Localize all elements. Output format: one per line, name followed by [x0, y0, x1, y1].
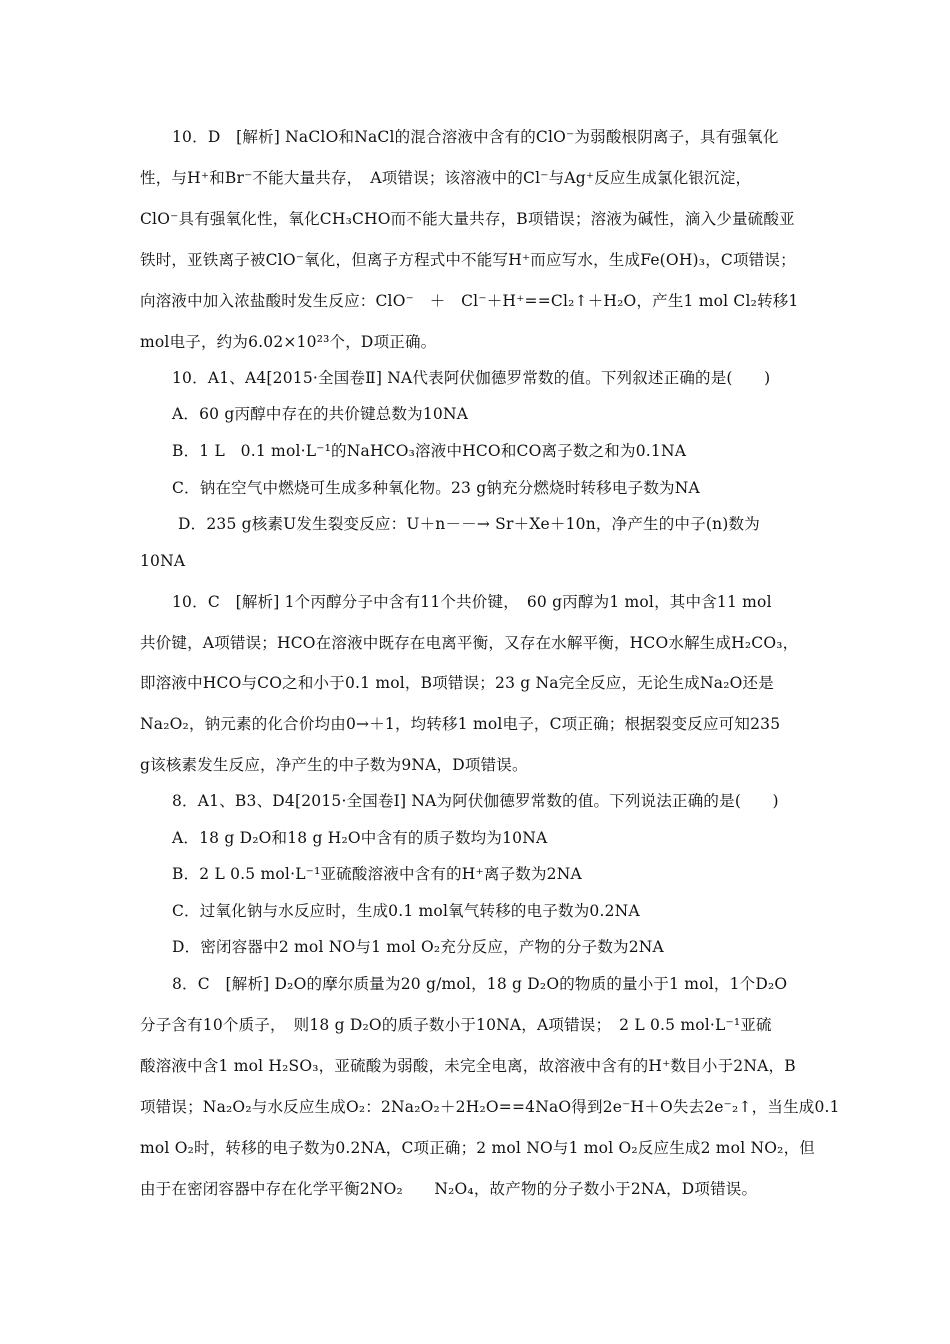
text-line: 8．C [解析] D₂O的摩尔质量为20 g/mol，18 g D₂O的物质的量小于1 mol，1个D₂O — [172, 975, 788, 993]
option-c: C．钠在空气中燃烧可生成多种氧化物。23 g钠充分燃烧时转移电子数为NA — [172, 479, 700, 497]
option-b: B．2 L 0.5 mol·L⁻¹亚硫酸溶液中含有的H⁺离子数为2NA — [172, 865, 582, 883]
option-a: A．18 g D₂O和18 g H₂O中含有的质子数均为10NA — [172, 829, 548, 847]
text-line: 铁时，亚铁离子被ClO⁻氧化，但离子方程式中不能写H⁺而应写水，生成Fe(OH)₃，C项错误； — [140, 251, 796, 269]
text-line: 性，与H⁺和Br⁻不能大量共存， A项错误；该溶液中的Cl⁻与Ag⁺反应生成氯化银沉淀， — [140, 169, 752, 187]
text-line: 向溶液中加入浓盐酸时发生反应：ClO⁻ ＋ Cl⁻＋H⁺==Cl₂↑＋H₂O，产生1 mol Cl₂转移1 — [140, 292, 799, 310]
text-line: mol O₂时，转移的电子数为0.2NA，C项正确；2 mol NO与1 mol O₂反应生成2 mol NO₂，但 — [140, 1139, 815, 1157]
text-line: 10．C [解析] 1个丙醇分子中含有11个共价键， 60 g丙醇为1 mol，其中含11 mol — [172, 593, 772, 611]
option-a: A．60 g丙醇中存在的共价键总数为10NA — [172, 405, 469, 423]
text-line: 由于在密闭容器中存在化学平衡2NO₂ N₂O₄，故产物的分子数小于2NA，D项错误。 — [140, 1180, 758, 1198]
text-line: 分子含有10个质子， 则18 g D₂O的质子数小于10NA，A项错误； 2 L 0.5 mol·L⁻¹亚硫 — [140, 1016, 772, 1034]
option-d: D．密闭容器中2 mol NO与1 mol O₂充分反应，产物的分子数为2NA — [172, 938, 664, 956]
text-line: 酸溶液中含1 mol H₂SO₃，亚硫酸为弱酸，未完全电离，故溶液中含有的H⁺数目小于2NA，B — [140, 1057, 796, 1075]
text-line: ClO⁻具有强氧化性，氧化CH₃CHO而不能大量共存，B项错误；溶液为碱性，滴入少量硫酸亚 — [140, 210, 795, 228]
text-line: g该核素发生反应，净产生的中子数为9NA，D项错误。 — [140, 756, 528, 774]
text-line: 即溶液中HCO与CO之和小于0.1 mol，B项错误；23 g Na完全反应，无论生成Na₂O还是 — [140, 674, 774, 692]
text-line: 项错误；Na₂O₂与水反应生成O₂：2Na₂O₂＋2H₂O==4NaO得到2e⁻H＋O失去2e⁻₂↑，当生成0.1 — [140, 1098, 840, 1116]
text-line: 共价键，A项错误；HCO在溶液中既存在电离平衡，又存在水解平衡，HCO水解生成H₂CO₃， — [140, 634, 799, 652]
option-d: D．235 g核素U发生裂变反应：U＋n－－→ Sr＋Xe＋10n，净产生的中子(n)数为 — [178, 515, 760, 533]
option-b: B．1 L 0.1 mol·L⁻¹的NaHCO₃溶液中HCO和CO离子数之和为0.1NA — [172, 442, 687, 460]
question-heading: 8．A1、B3、D4[2015·全国卷Ⅰ] NA为阿伏伽德罗常数的值。下列说法正确的是( ) — [172, 792, 779, 810]
text-line: mol电子，约为6.02×10²³个，D项正确。 — [140, 333, 437, 351]
question-heading: 10．A1、A4[2015·全国卷Ⅱ] NA代表阿伏伽德罗常数的值。下列叙述正确的是( ) — [172, 369, 771, 387]
text-line: 10NA — [140, 552, 186, 570]
option-c: C．过氧化钠与水反应时，生成0.1 mol氧气转移的电子数为0.2NA — [172, 902, 640, 920]
text-line: 10．D [解析] NaClO和NaCl的混合溶液中含有的ClO⁻为弱酸根阴离子，具有强氧化 — [172, 128, 779, 146]
text-line: Na₂O₂，钠元素的化合价均由0→＋1，均转移1 mol电子，C项正确；根据裂变反应可知235 — [140, 715, 781, 733]
